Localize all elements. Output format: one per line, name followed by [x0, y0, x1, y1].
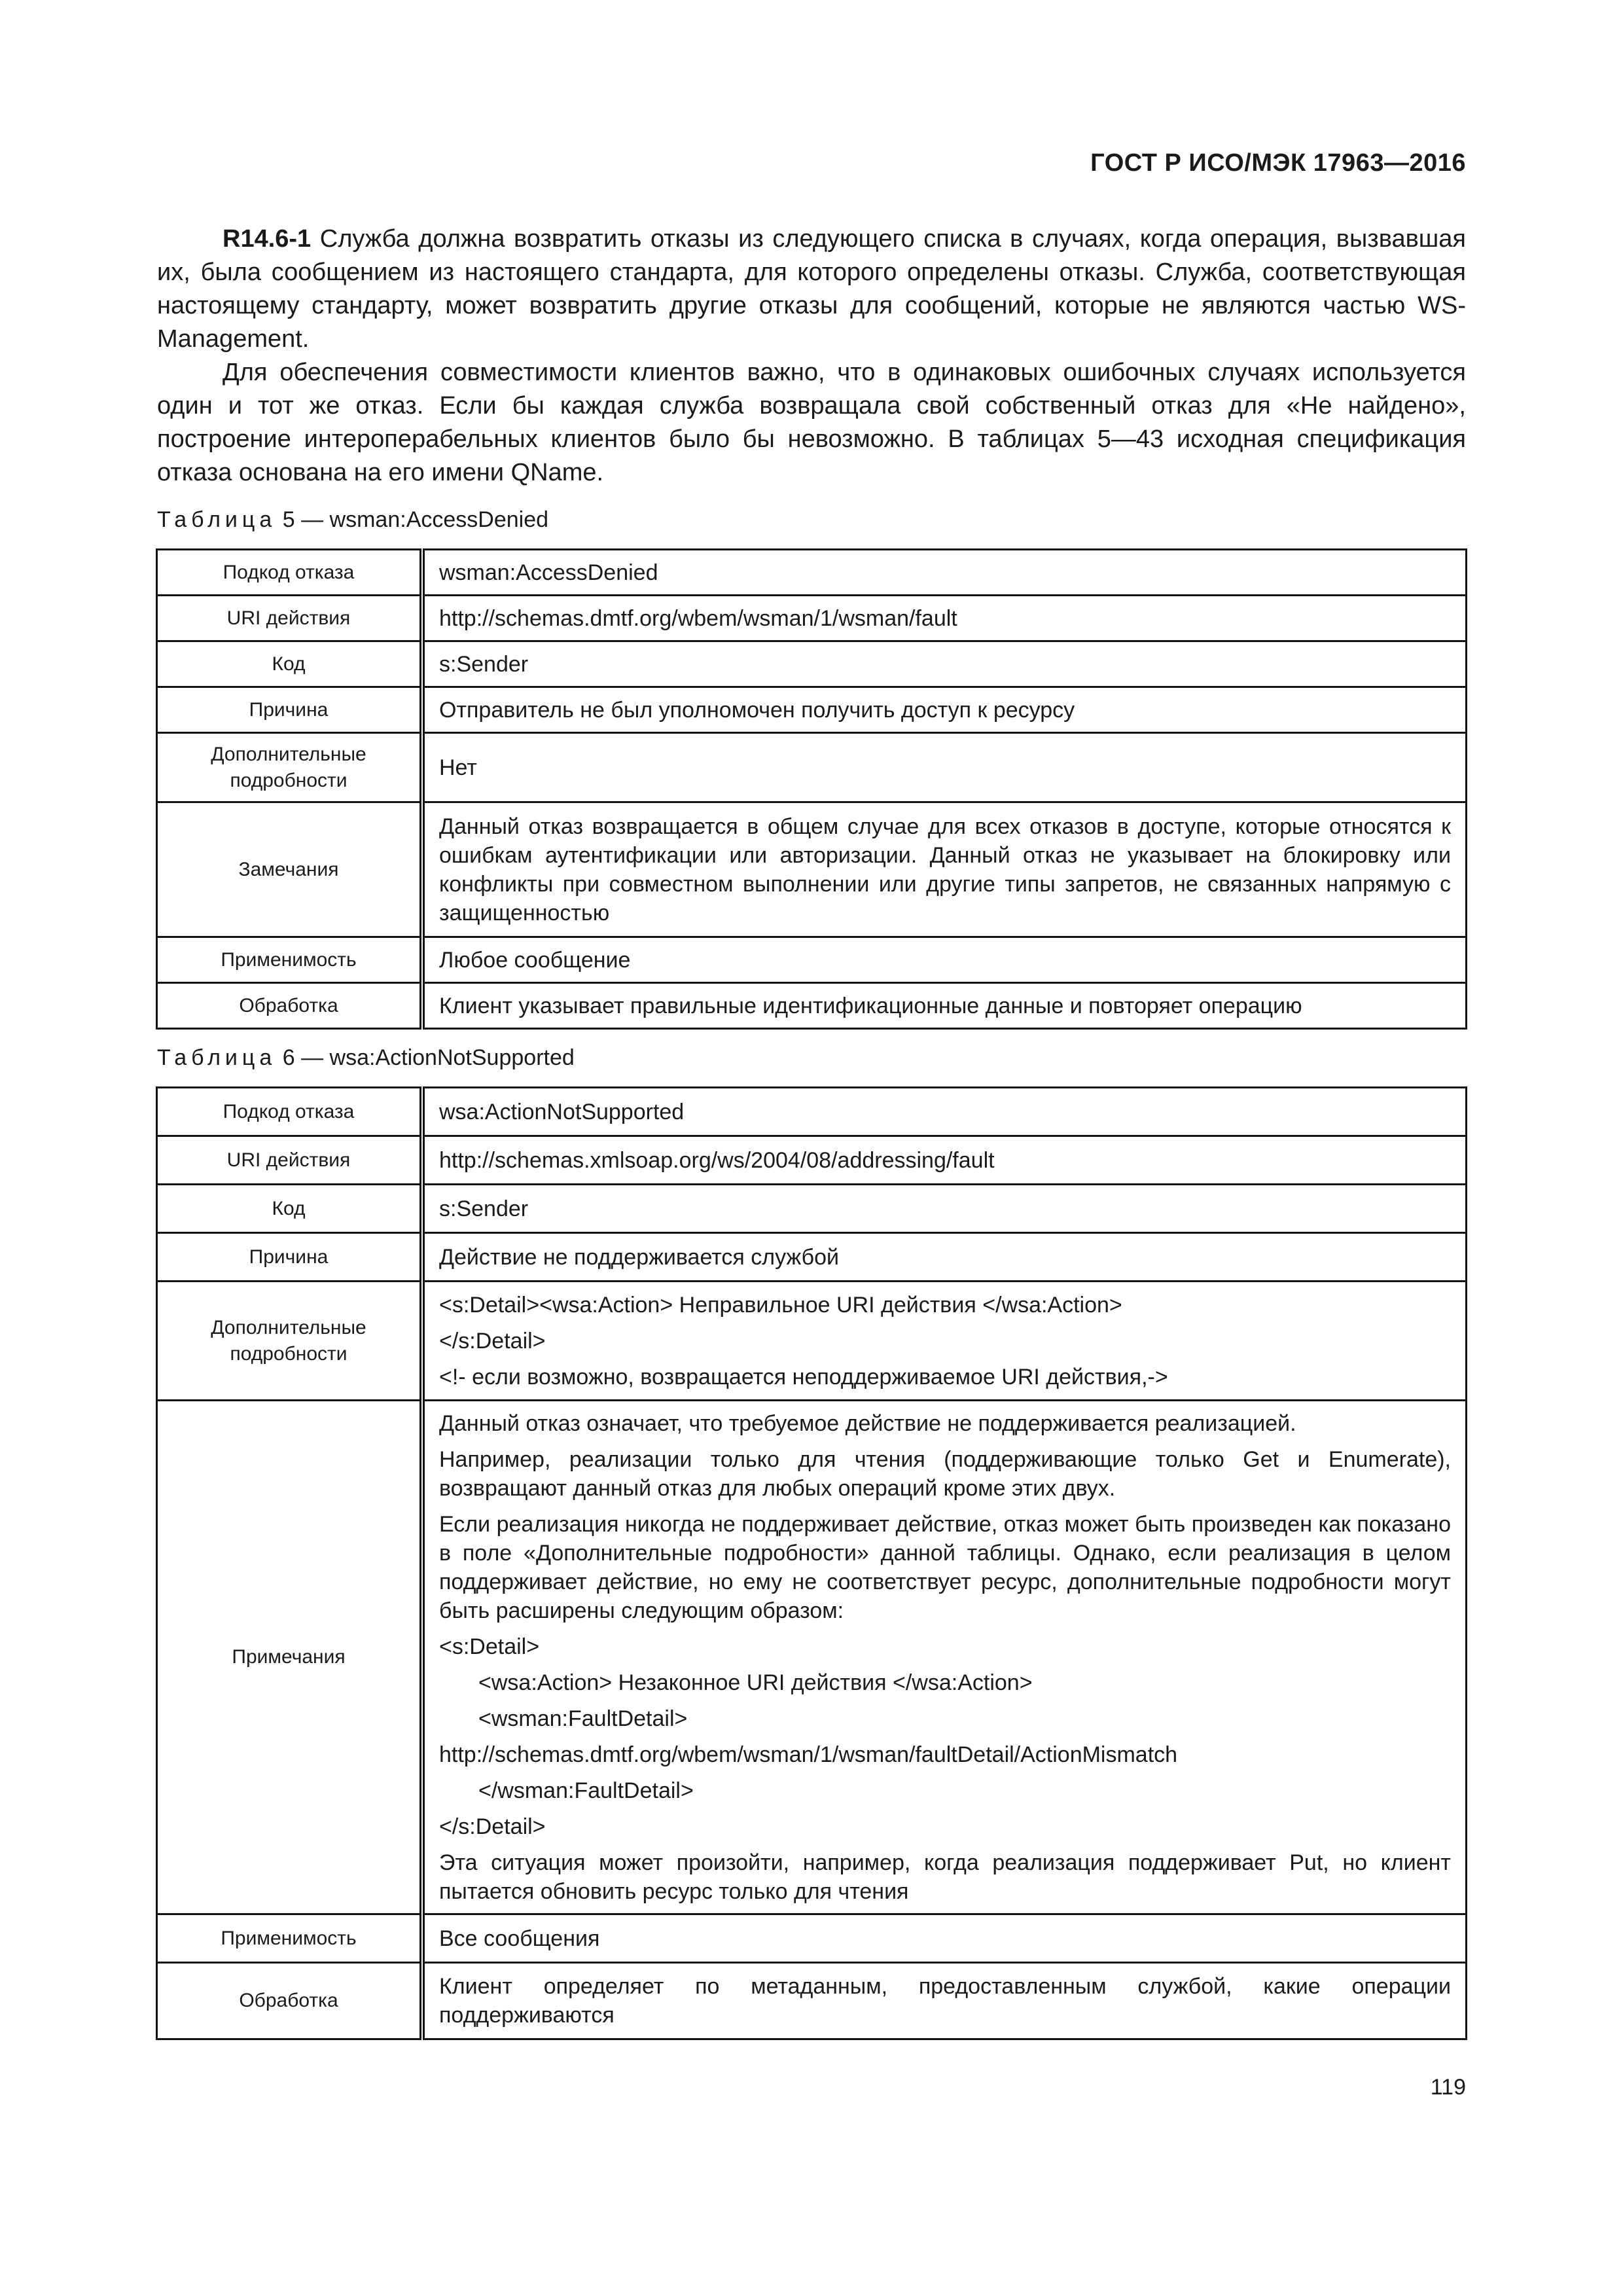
- table6-caption-label: Таблица: [157, 1045, 277, 1070]
- table5-caption: [157, 507, 548, 533]
- table-row: [157, 983, 1467, 1029]
- table6-caption-text: 6 — wsa:ActionNotSupported: [276, 1045, 575, 1070]
- table-row: [157, 802, 1467, 937]
- detail-line: </s:Detail>: [439, 1328, 546, 1354]
- notes-line: http://schemas.dmtf.org/wbem/wsman/1/wsman/faultDetail/ActionMismatch: [439, 1742, 1178, 1767]
- row-key: URI действия: [157, 596, 423, 641]
- intro-text: [157, 223, 1466, 490]
- row-key: Подкод отказа: [157, 1088, 423, 1136]
- notes-line: <wsman:FaultDetail>: [478, 1706, 688, 1731]
- row-value: wsman:AccessDenied: [422, 550, 1467, 596]
- row-key: Дополнительные подробности: [157, 1282, 423, 1401]
- row-value: http://schemas.xmlsoap.org/ws/2004/08/addressing/fault: [422, 1136, 1467, 1185]
- row-value: Действие не поддерживается службой: [422, 1233, 1467, 1282]
- row-key: Код: [157, 641, 423, 687]
- table-row: [157, 641, 1467, 687]
- table-row: [157, 687, 1467, 733]
- table-row: [157, 1914, 1467, 1963]
- table5: [156, 548, 1467, 1030]
- row-key: Причина: [157, 1233, 423, 1282]
- table6: [156, 1086, 1467, 2040]
- detail-line: <!- если возможно, возвращается неподдерживаемое URI действия,->: [439, 1364, 1168, 1390]
- standard-header: ГОСТ Р ИСО/МЭК 17963—2016: [1090, 149, 1466, 177]
- table-row: [157, 1185, 1467, 1233]
- row-value: Клиент определяет по метаданным, предоставленным службой, какие операции поддерживаются: [422, 1963, 1467, 2039]
- table-row: [157, 1401, 1467, 1914]
- notes-line: Эта ситуация может произойти, например, когда реализация поддерживает Put, но клиент пытается обновить ресурс только для чтения: [439, 1850, 1451, 1904]
- row-key: Примечания: [157, 1401, 423, 1914]
- row-key: Применимость: [157, 1914, 423, 1963]
- notes-line: Данный отказ означает, что требуемое действие не поддерживается реализацией.: [439, 1410, 1296, 1436]
- row-value: [422, 1401, 1467, 1914]
- table-row: [157, 1233, 1467, 1282]
- row-key: Замечания: [157, 802, 423, 937]
- table5-caption-label: Таблица: [157, 507, 277, 532]
- table-row: [157, 733, 1467, 802]
- row-key: Код: [157, 1185, 423, 1233]
- notes-line: </wsman:FaultDetail>: [478, 1778, 694, 1803]
- table-row: [157, 1136, 1467, 1185]
- row-value: Нет: [422, 733, 1467, 802]
- requirement-label: R14.6-1: [223, 225, 312, 253]
- row-value: Данный отказ возвращается в общем случае для всех отказов в доступе, которые относятся к ошибкам аутентификации или авторизации. Данный отказ не указывает на блокировку или конфликты при совместном выполнении или другие типы запретов, не связанных напрямую с защищенностью: [422, 802, 1467, 937]
- table-row: [157, 1963, 1467, 2039]
- table-row: [157, 550, 1467, 596]
- notes-line: Например, реализации только для чтения (поддерживающие только Get и Enumerate), возвращают данный отказ для любых операций кроме этих двух.: [439, 1446, 1451, 1501]
- requirement-text: Служба должна возвратить отказы из следующего списка в случаях, когда операция, вызвавшая их, была сообщением из настоящего стандарта, для которого определены отказы. Служба, соответствующая настоящему стандарту, может возвратить другие отказы для сообщений, которые не являются частью WS-Management.: [157, 225, 1466, 353]
- row-value: s:Sender: [422, 641, 1467, 687]
- compatibility-paragraph: Для обеспечения совместимости клиентов важно, что в одинаковых ошибочных случаях используется один и тот же отказ. Если бы каждая служба возвращала свой собственный отказ для «Не найдено», построение интероперабельных клиентов было бы невозможно. В таблицах 5—43 исходная спецификация отказа основана на его имени QName.: [157, 359, 1466, 486]
- row-key: Обработка: [157, 983, 423, 1029]
- row-key: Дополнительные подробности: [157, 733, 423, 802]
- row-key: Применимость: [157, 937, 423, 983]
- notes-line: </s:Detail>: [439, 1814, 546, 1839]
- requirement-paragraph: [157, 223, 1466, 356]
- table5-caption-text: 5 — wsman:AccessDenied: [276, 507, 549, 532]
- row-key: URI действия: [157, 1136, 423, 1185]
- notes-line: <wsa:Action> Незаконное URI действия </wsa:Action>: [478, 1670, 1033, 1695]
- table-row: [157, 1282, 1467, 1401]
- row-key: Подкод отказа: [157, 550, 423, 596]
- row-value: s:Sender: [422, 1185, 1467, 1233]
- detail-line: <s:Detail><wsa:Action> Неправильное URI действия </wsa:Action>: [439, 1292, 1122, 1318]
- table-row: [157, 937, 1467, 983]
- table-row: [157, 596, 1467, 641]
- row-key: Обработка: [157, 1963, 423, 2039]
- row-value: Все сообщения: [422, 1914, 1467, 1963]
- table-row: [157, 1088, 1467, 1136]
- table6-caption: [157, 1045, 575, 1071]
- row-value: http://schemas.dmtf.org/wbem/wsman/1/wsman/fault: [422, 596, 1467, 641]
- row-key: Причина: [157, 687, 423, 733]
- row-value: Любое сообщение: [422, 937, 1467, 983]
- row-value: Клиент указывает правильные идентификационные данные и повторяет операцию: [422, 983, 1467, 1029]
- row-value: Отправитель не был уполномочен получить доступ к ресурсу: [422, 687, 1467, 733]
- notes-line: <s:Detail>: [439, 1634, 540, 1659]
- page-number: 119: [1430, 2075, 1466, 2100]
- row-value: [422, 1282, 1467, 1401]
- row-value: wsa:ActionNotSupported: [422, 1088, 1467, 1136]
- notes-line: Если реализация никогда не поддерживает действие, отказ может быть произведен как показано в поле «Дополнительные подробности» данной таблицы. Однако, если реализация в целом поддерживает действие, но ему не соответствует ресурс, дополнительные подробности могут быть расширены следующим образом:: [439, 1511, 1451, 1623]
